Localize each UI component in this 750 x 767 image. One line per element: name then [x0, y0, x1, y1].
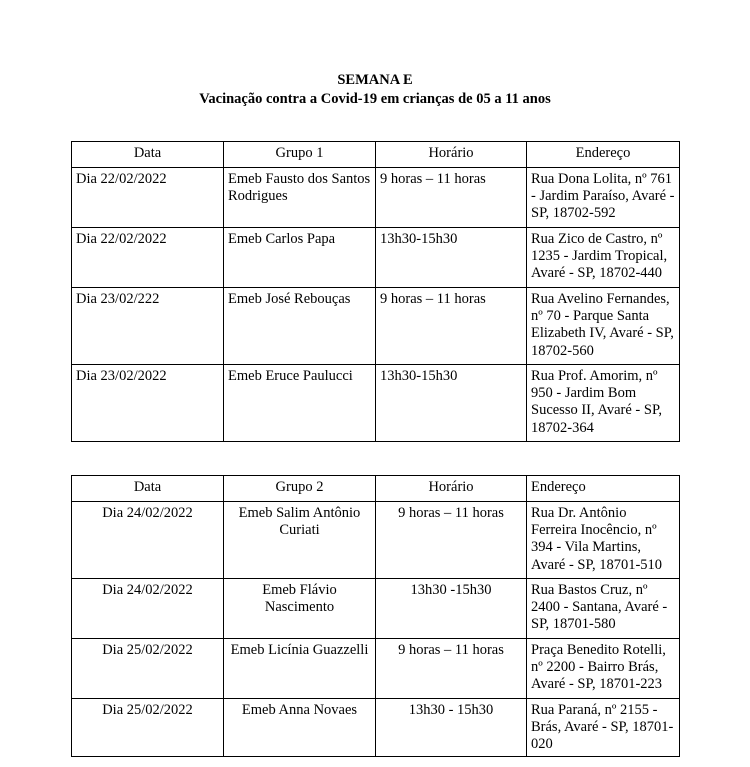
cell-address: Rua Bastos Cruz, nº 2400 - Santana, Avaré - SP, 18701-580: [527, 579, 680, 639]
table-row: [72, 699, 680, 757]
schedule-table-group-1: [71, 141, 680, 442]
cell-address: Rua Zico de Castro, nº 1235 - Jardim Tropical, Avaré - SP, 18702-440: [527, 228, 680, 288]
cell-school: Emeb Licínia Guazzelli: [224, 639, 376, 699]
cell-school: Emeb Fausto dos Santos Rodrigues: [224, 168, 376, 228]
table-row: [72, 228, 680, 288]
page-subtitle: Vacinação contra a Covid-19 em crianças de 05 a 11 anos: [199, 91, 551, 107]
table-row: [72, 168, 680, 228]
cell-time: 9 horas – 11 horas: [376, 502, 527, 579]
cell-school: Emeb José Rebouças: [224, 288, 376, 365]
cell-date: Dia 23/02/2022: [72, 365, 224, 442]
table-header-row: [72, 142, 680, 168]
cell-school: Emeb Carlos Papa: [224, 228, 376, 288]
cell-address: Rua Prof. Amorim, nº 950 - Jardim Bom Sucesso II, Avaré - SP, 18702-364: [527, 365, 680, 442]
cell-address: Rua Avelino Fernandes, nº 70 - Parque Santa Elizabeth IV, Avaré - SP, 18702-560: [527, 288, 680, 365]
header-date: Data: [72, 142, 224, 168]
header-time: Horário: [376, 476, 527, 502]
header-group: Grupo 1: [224, 142, 376, 168]
table-header-row: [72, 476, 680, 502]
cell-time: 13h30-15h30: [376, 228, 527, 288]
header-address: Endereço: [527, 142, 680, 168]
table-row: [72, 502, 680, 579]
cell-date: Dia 22/02/2022: [72, 168, 224, 228]
cell-time: 13h30 -15h30: [376, 579, 527, 639]
cell-school: Emeb Flávio Nascimento: [224, 579, 376, 639]
cell-date: Dia 23/02/222: [72, 288, 224, 365]
cell-time: 9 horas – 11 horas: [376, 639, 527, 699]
cell-school: Emeb Eruce Paulucci: [224, 365, 376, 442]
cell-school: Emeb Salim Antônio Curiati: [224, 502, 376, 579]
cell-date: Dia 25/02/2022: [72, 639, 224, 699]
cell-date: Dia 22/02/2022: [72, 228, 224, 288]
header-time: Horário: [376, 142, 527, 168]
cell-date: Dia 25/02/2022: [72, 699, 224, 757]
cell-time: 9 horas – 11 horas: [376, 288, 527, 365]
cell-address: Rua Dona Lolita, nº 761 - Jardim Paraíso, Avaré - SP, 18702-592: [527, 168, 680, 228]
cell-date: Dia 24/02/2022: [72, 579, 224, 639]
cell-time: 9 horas – 11 horas: [376, 168, 527, 228]
schedule-table-group-2: [71, 475, 680, 757]
table-row: [72, 579, 680, 639]
header-date: Data: [72, 476, 224, 502]
table-row: [72, 639, 680, 699]
table-row: [72, 288, 680, 365]
cell-address: Rua Paraná, nº 2155 - Brás, Avaré - SP, 18701-020: [527, 699, 680, 757]
cell-address: Rua Dr. Antônio Ferreira Inocêncio, nº 394 - Vila Martins, Avaré - SP, 18701-510: [527, 502, 680, 579]
cell-time: 13h30 - 15h30: [376, 699, 527, 757]
cell-date: Dia 24/02/2022: [72, 502, 224, 579]
header-group: Grupo 2: [224, 476, 376, 502]
header-address: Endereço: [527, 476, 680, 502]
cell-school: Emeb Anna Novaes: [224, 699, 376, 757]
cell-address: Praça Benedito Rotelli, nº 2200 - Bairro Brás, Avaré - SP, 18701-223: [527, 639, 680, 699]
cell-time: 13h30-15h30: [376, 365, 527, 442]
table-row: [72, 365, 680, 442]
page-title: SEMANA E: [337, 72, 413, 88]
